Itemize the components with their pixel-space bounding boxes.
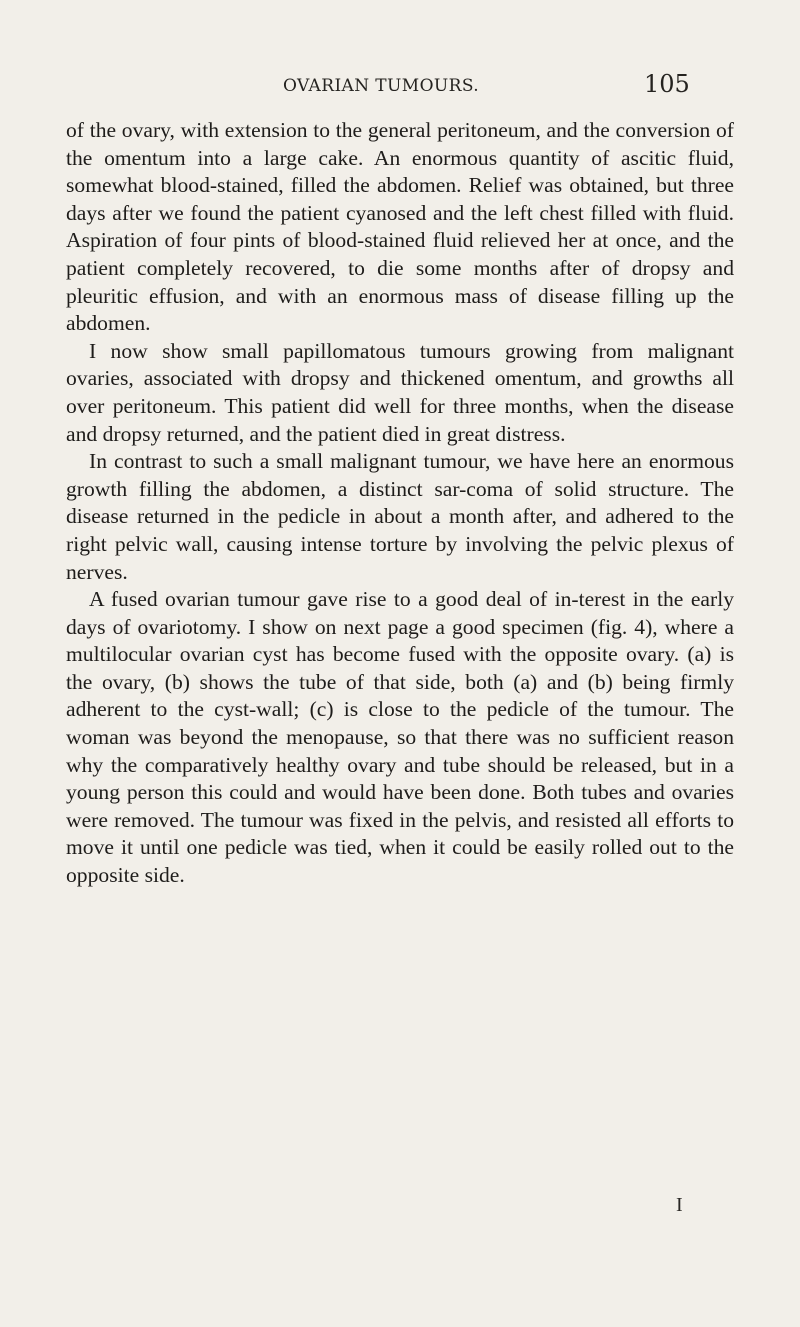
body-text bbox=[66, 117, 734, 890]
paragraph: of the ovary, with extension to the general peritoneum, and the conversion of the omentum into a large cake. An enormous quantity of ascitic fluid, somewhat blood-stained, filled the abdomen. Relief was obtained, but three days after we found the patient cyanosed and the left chest filled with fluid. Aspiration of four pints of blood-stained fluid relieved her at once, and the patient completely recovered, to die some months after of dropsy and pleuritic effusion, and with an enormous mass of disease filling up the abdomen. bbox=[66, 118, 734, 336]
signature-mark: I bbox=[676, 1194, 683, 1216]
page-number: 105 bbox=[644, 70, 690, 98]
running-head bbox=[0, 70, 800, 100]
paragraph: I now show small papillomatous tumours growing from malignant ovaries, associated with dropsy and thickened omentum, and growths all over peritoneum. This patient did well for three months, when the disease and dropsy returned, and the patient died in great distress. bbox=[66, 338, 734, 446]
paragraph: In contrast to such a small malignant tumour, we have here an enormous growth filling the abdomen, a distinct sar-coma of solid structure. The disease returned in the pedicle in about a month after, and adhered to the right pelvic wall, causing intense torture by involving the pelvic plexus of nerves. bbox=[66, 449, 734, 584]
paragraph: A fused ovarian tumour gave rise to a good deal of in-terest in the early days of ovariotomy. I show on next page a good specimen (fig. 4), where a multilocular ovarian cyst has become fused with the opposite ovary. (a) is the ovary, (b) shows the tube of that side, both (a) and (b) being firmly adherent to the cyst-wall; (c) is close to the pedicle of the tumour. The woman was beyond the menopause, so that there was no sufficient reason why the comparatively healthy ovary and tube should be released, but in a young person this could and would have been done. Both tubes and ovaries were removed. The tumour was fixed in the pelvis, and resisted all efforts to move it until one pedicle was tied, when it could be easily rolled out to the opposite side. bbox=[66, 587, 734, 888]
running-title: OVARIAN TUMOURS. bbox=[283, 76, 480, 96]
